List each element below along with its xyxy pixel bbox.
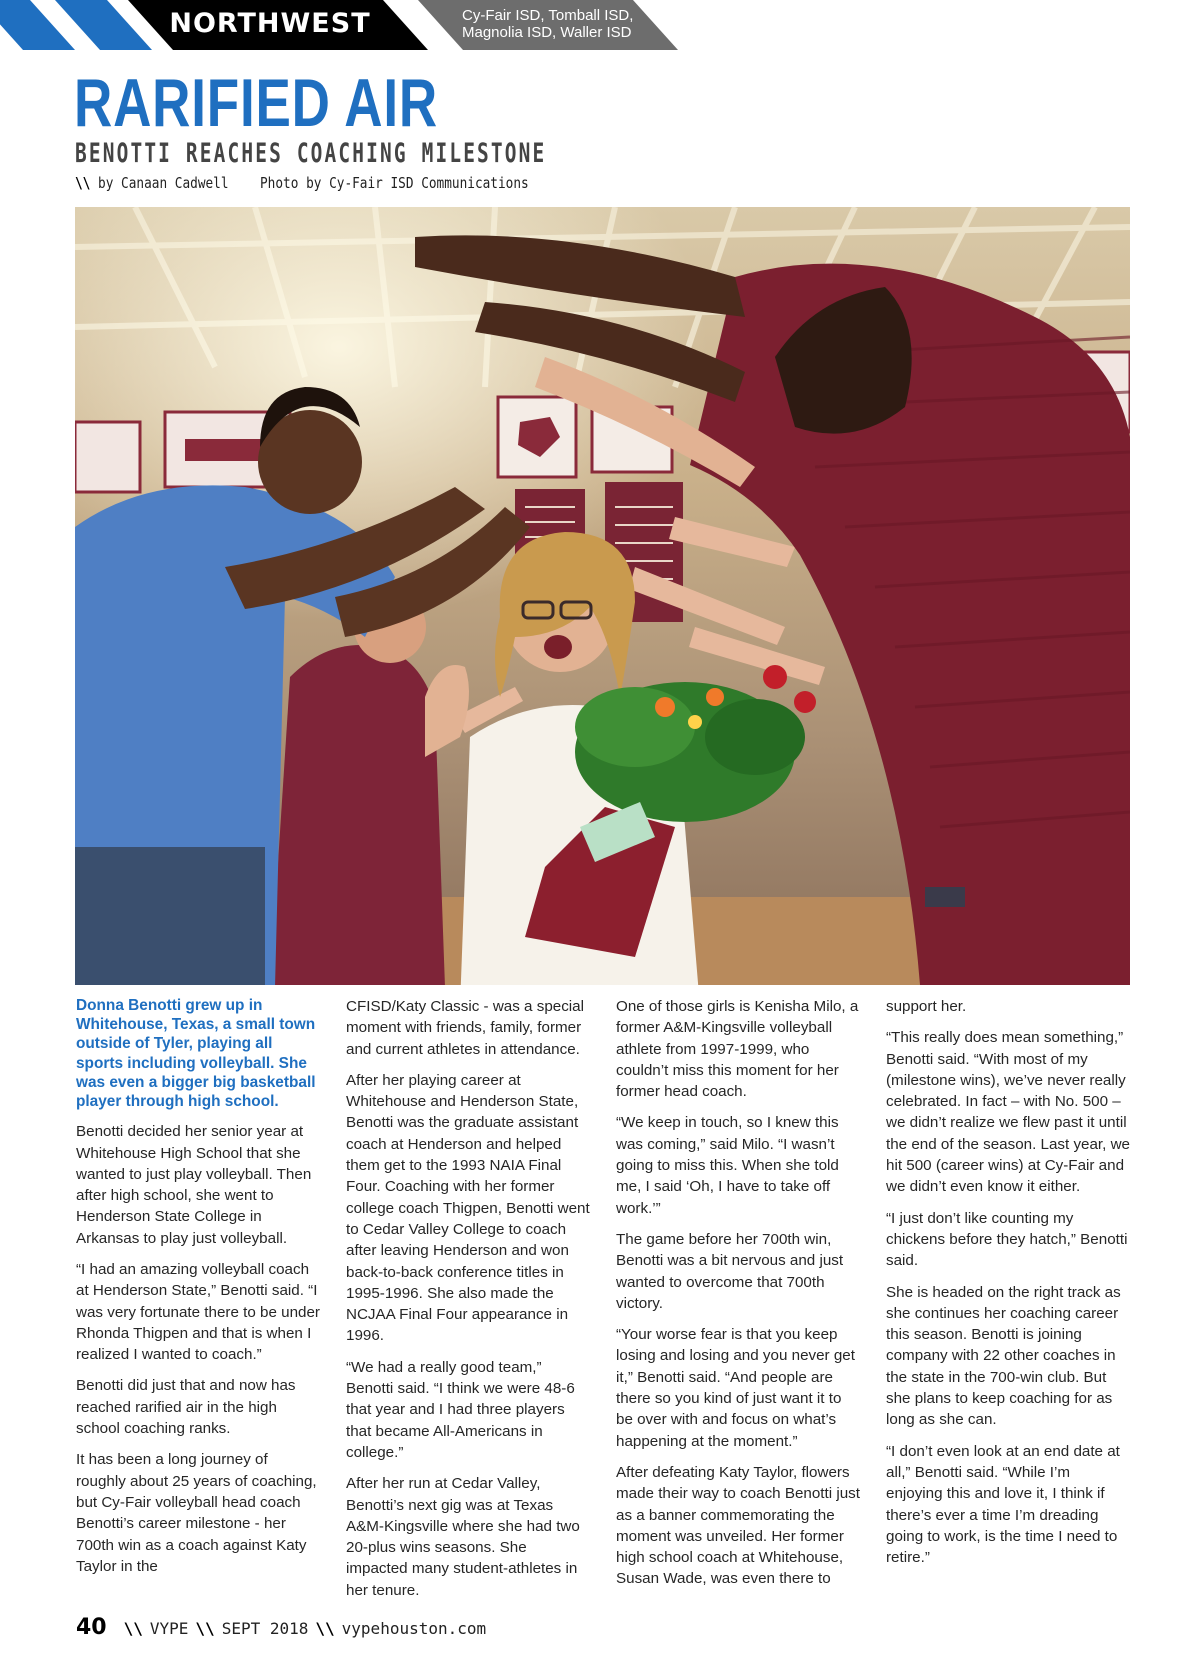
body-paragraph: After her run at Cedar Valley, Benotti’s next gig was at Texas A&M-Kingsville where she had two 20-plus wins seasons. She impacted many student-athletes in her tenure. [346,1475,580,1599]
body-paragraph: Benotti did just that and now has reached rarified air in the high school coaching ranks. [76,1377,296,1438]
author-credit: by Canaan Cadwell [98,174,229,192]
body-paragraph: “This really does mean something,” Benotti said. “With most of my (milestone wins), we’ve never really celebrated. In fact – with No. 500 – we didn’t realize we flew past it until the end of the season. Last year, we hit 500 (career wins) at Cy-Fair and we didn’t even know it either. [886,1029,1131,1196]
body-paragraph: She is headed on the right track as she continues her coaching career this season. Benotti is joining company with 22 other coaches in the state in the 700-win club. But she plans to keep coaching for as long as she can. [886,1283,1121,1429]
page-footer [76,1615,486,1640]
article-column-3 [616,996,860,1600]
footer-separator: \\ [195,1619,215,1638]
article-subtitle: BENOTTI REACHES COACHING MILESTONE [75,138,547,169]
section-label: NORTHWEST [169,8,371,39]
photo-credit: Photo by Cy-Fair ISD Communications [260,174,529,192]
section-header [0,0,700,50]
body-paragraph: It has been a long journey of roughly about 25 years of coaching, but Cy-Fair volleyball head coach Benotti’s career milestone - her 700th win as a coach against Katy Taylor in the [76,1451,317,1575]
issue-date: SEPT 2018 [221,1619,309,1638]
feature-photo [75,207,1130,985]
footer-separator: \\ [123,1619,143,1638]
body-paragraph: “Your worse fear is that you keep losing and losing and you never get it,” Benotti said. “And people are there so you kind of just want it to be over with and focus on what’s happening at the moment.” [616,1326,855,1450]
byline-slashes: \\ [75,174,91,192]
body-paragraph: Benotti decided her senior year at Whitehouse High School that she wanted to just play volleyball. Then after high school, she went to Henderson State College in Arkansas to play just volleyball. [76,1123,312,1247]
magazine-name: VYPE [149,1619,189,1638]
website-link[interactable]: vypehouston.com [341,1619,487,1638]
article-column-2 [346,996,590,1611]
article-column-1 [76,996,320,1587]
body-paragraph: “We keep in touch, so I knew this was coming,” said Milo. “I wasn’t going to miss this. When she told me, I said ‘Oh, I have to take off work.’” [616,1114,839,1217]
body-paragraph: After defeating Katy Taylor, flowers made their way to coach Benotti just as a banner commemorating the moment was unveiled. Her former high school coach at Whitehouse, Susan Wade, was even there to [616,1463,860,1588]
body-paragraph: CFISD/Katy Classic - was a special moment with friends, family, former and current athletes in attendance. [346,998,585,1058]
article-title: RARIFIED AIR [74,65,438,141]
body-paragraph: The game before her 700th win, Benotti was a bit nervous and just wanted to overcome that 700th victory. [616,1230,844,1312]
body-paragraph: “I had an amazing volleyball coach at Henderson State,” Benotti said. “I was very fortunate there to be under Rhonda Thigpen and that is when I realized I wanted to coach.” [76,1261,320,1364]
districts-line: Magnolia ISD, Waller ISD [462,24,632,41]
article-column-4 [886,996,1130,1578]
page-number: 40 [76,1615,107,1640]
body-paragraph: After her playing career at Whitehouse and Henderson State, Benotti was the graduate assistant coach at Henderson and helped them get to the 1993 NAIA Final Four. Coaching with her former college coach Thigpen, Benotti went to Cedar Valley College to coach after leaving Henderson and won back-to-back conference titles in 1995-1996. She also made the NCJAA Final Four appearance in 1996. [346,1071,590,1345]
body-paragraph: support her. [886,998,967,1015]
body-paragraph: “I don’t even look at an end date at all,” Benotti said. “While I’m enjoying this and love it, I think if there’s ever a time I’m dreading going to work, is the time I need to retire.” [886,1442,1120,1567]
body-paragraph: “I just don’t like counting my chickens before they hatch,” Benotti said. [886,1209,1128,1270]
byline [75,174,529,192]
body-paragraph: One of those girls is Kenisha Milo, a former A&M-Kingsville volleyball athlete from 1997-1999, who couldn’t miss this moment for her former head coach. [616,998,859,1101]
lead-paragraph: Donna Benotti grew up in Whitehouse, Texas, a small town outside of Tyler, playing all sports including volleyball. She was even a bigger big basketball player through high school. [76,997,316,1111]
footer-separator: \\ [315,1619,335,1638]
celebration-tunnel-photo [75,207,1130,985]
districts-label [462,7,662,41]
body-paragraph: “We had a really good team,” Benotti said. “I think we were 48-6 that year and I had three players that became All-Americans in college.” [346,1358,575,1461]
districts-line: Cy-Fair ISD, Tomball ISD, [462,7,634,24]
